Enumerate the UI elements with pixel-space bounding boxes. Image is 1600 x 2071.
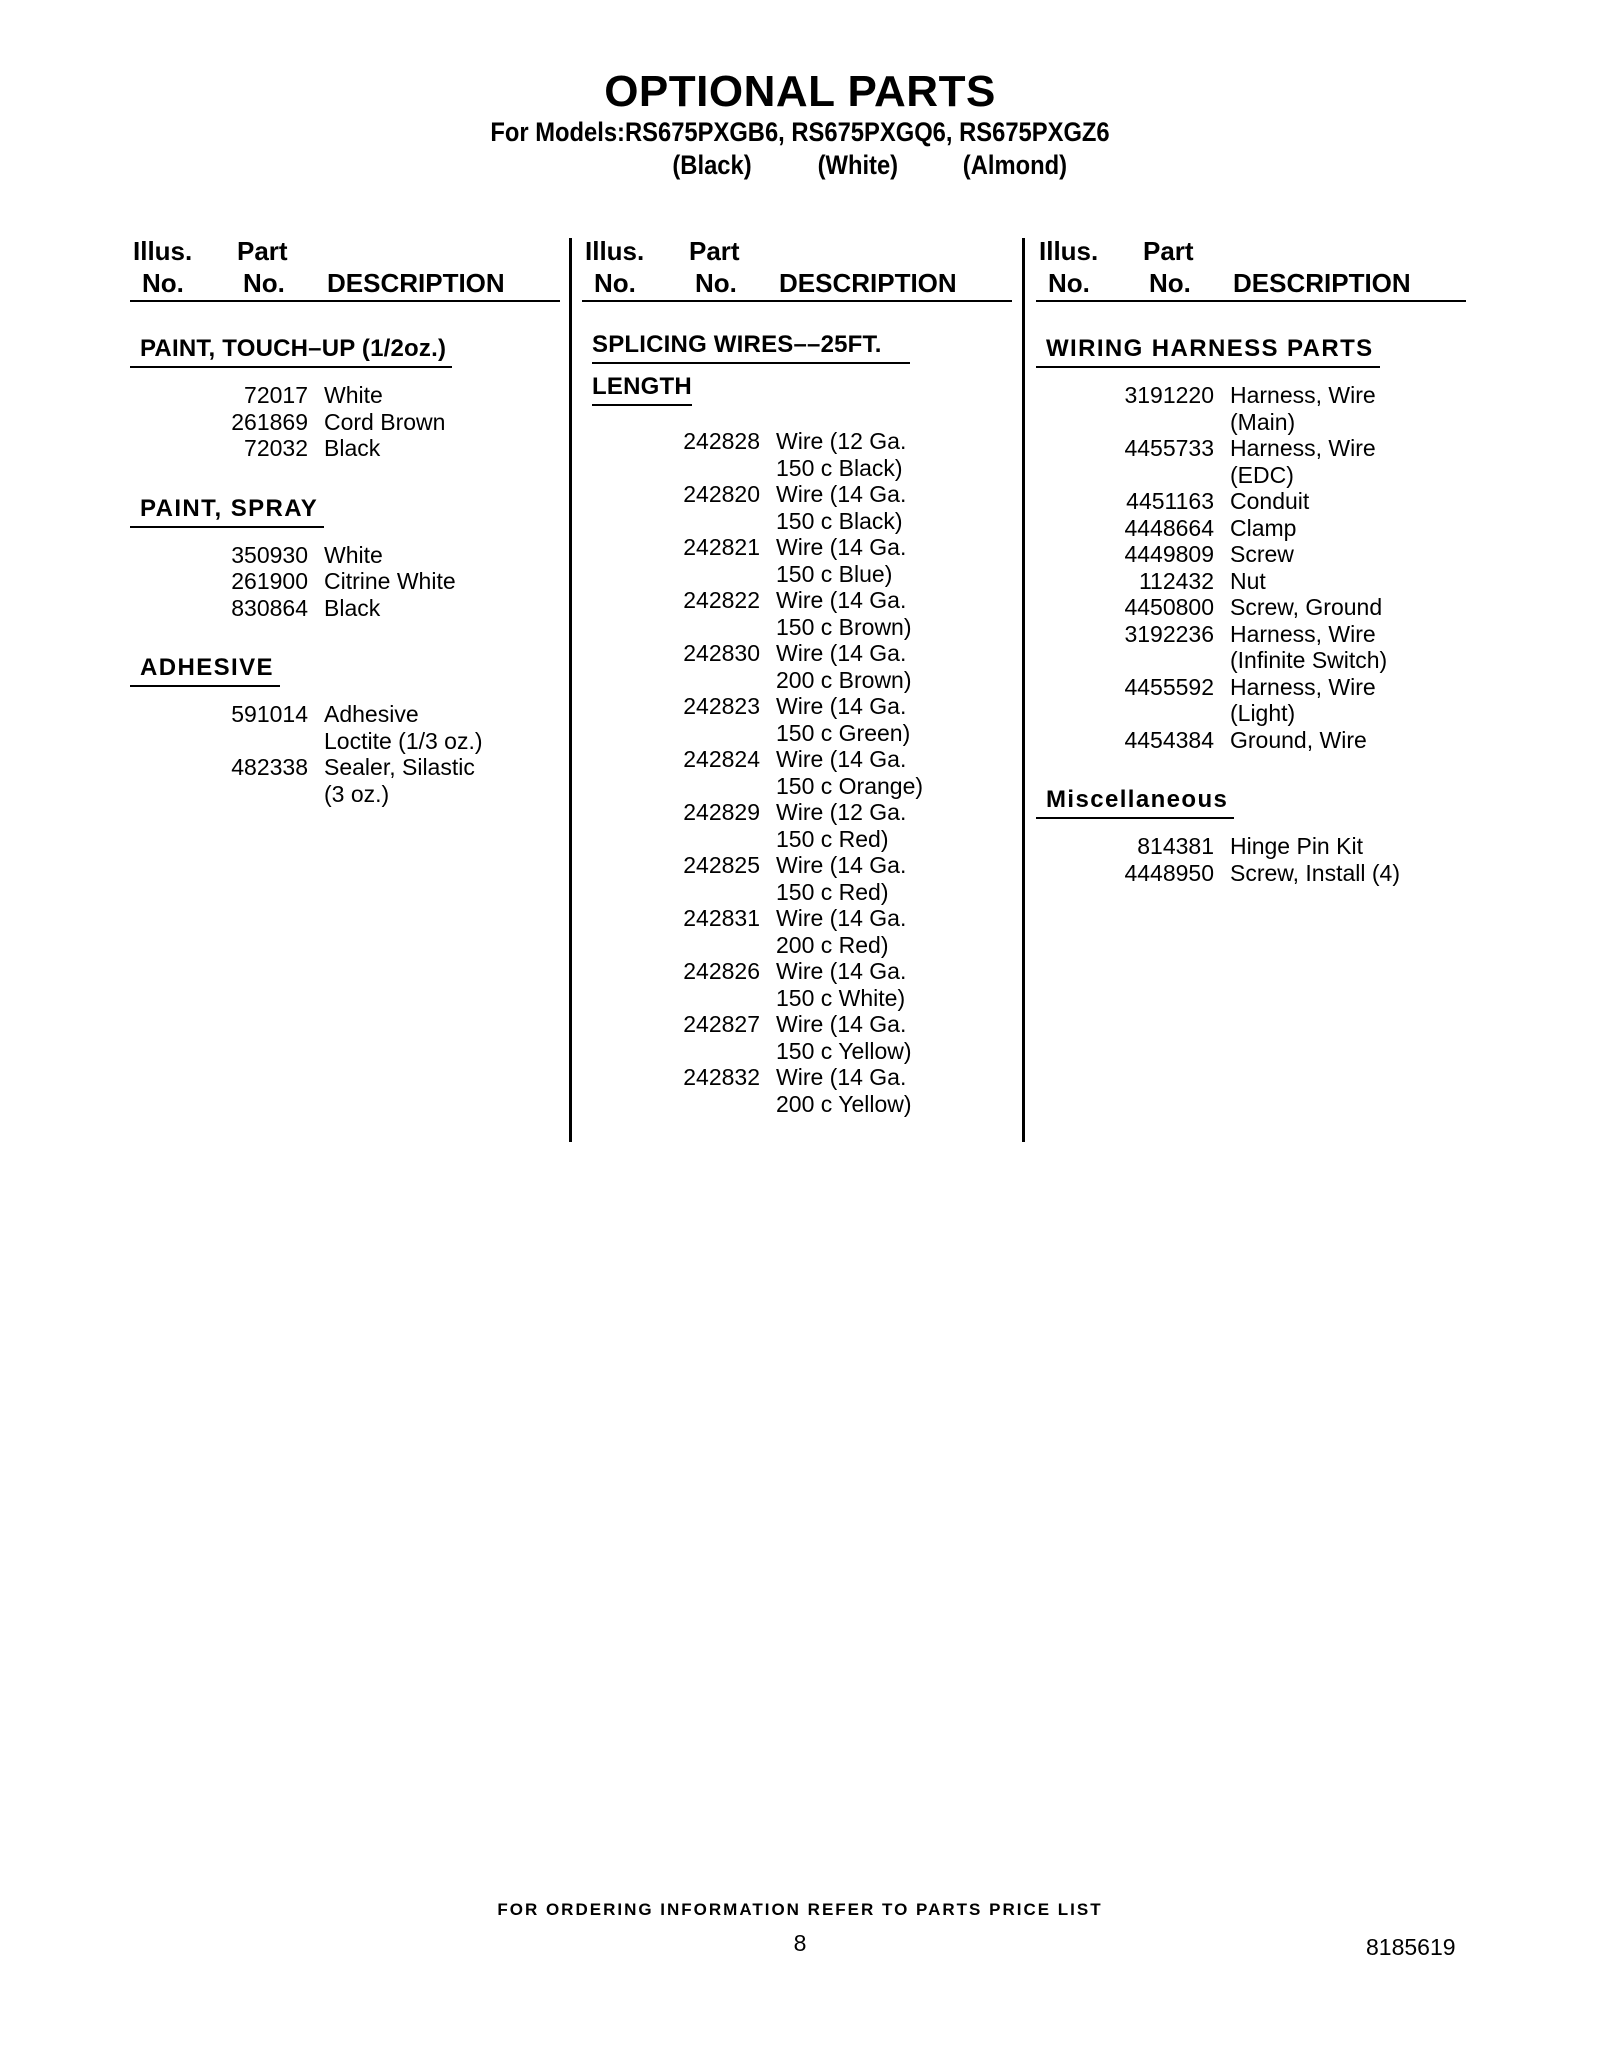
part-description: White: [324, 382, 383, 408]
list-item: [582, 693, 1012, 746]
column-header: [130, 236, 560, 302]
part-number: 242827: [683, 1011, 760, 1037]
section-title: PAINT, SPRAY: [130, 484, 324, 528]
part-number: 3192236: [1124, 620, 1214, 647]
part-description: White: [324, 541, 383, 568]
list-item: [130, 435, 560, 462]
part-description: Wire (14 Ga. 150 c Green): [776, 693, 911, 746]
part-description: Harness, Wire (Light): [1230, 673, 1376, 726]
part-description: Ground, Wire: [1230, 726, 1367, 753]
part-number: 72017: [244, 382, 308, 408]
list-item: [1036, 674, 1466, 727]
list-item: [1036, 382, 1466, 435]
section-miscellaneous: [1036, 775, 1466, 886]
part-description: Harness, Wire (Main): [1230, 382, 1376, 435]
column-header: [582, 236, 1012, 302]
part-number: 242822: [683, 587, 760, 613]
color-black: (Black): [672, 150, 752, 180]
part-description: Wire (14 Ga. 150 c Brown): [776, 587, 912, 640]
part-number: 242830: [683, 640, 760, 666]
header-description: DESCRIPTION: [779, 268, 957, 298]
header-part-no: No.: [243, 268, 285, 298]
part-number: 4449809: [1124, 541, 1214, 567]
list-item: [1036, 435, 1466, 488]
header-part: Part: [1143, 236, 1194, 266]
part-number: 112432: [1138, 567, 1214, 594]
part-description: Harness, Wire (EDC): [1230, 435, 1376, 488]
section-adhesive: [130, 643, 560, 807]
header-description: DESCRIPTION: [327, 268, 505, 298]
list-item: [582, 746, 1012, 799]
list-item: [582, 852, 1012, 905]
models-line: For Models:RS675PXGB6, RS675PXGQ6, RS675PXGZ6: [490, 117, 1110, 147]
part-number: 350930: [231, 541, 308, 568]
part-description: Wire (14 Ga. 150 c Red): [776, 852, 907, 905]
part-description: Hinge Pin Kit: [1230, 833, 1363, 859]
list-item: [582, 534, 1012, 587]
parts-column-1: [130, 236, 560, 807]
section-wiring-harness: [1036, 324, 1466, 753]
list-item: [582, 958, 1012, 1011]
list-item: [130, 568, 560, 595]
part-number: 591014: [231, 701, 308, 727]
part-description: Wire (14 Ga. 200 c Yellow): [776, 1064, 912, 1117]
page-number: 8: [793, 1930, 807, 1956]
section-title: [582, 320, 908, 416]
part-description: Screw: [1230, 541, 1294, 567]
parts-column-2: [582, 236, 1012, 1117]
list-item: [1036, 594, 1466, 621]
color-almond: (Almond): [962, 150, 1068, 180]
list-item: [582, 587, 1012, 640]
part-description: Wire (12 Ga. 150 c Black): [776, 428, 907, 481]
part-number: 242832: [683, 1064, 760, 1090]
model-colors: [96, 150, 1504, 184]
section-title: PAINT, TOUCH–UP (1/2oz.): [130, 324, 452, 368]
section-title-line: SPLICING WIRES––25FT.: [592, 330, 910, 364]
header-illus: Illus.: [1039, 236, 1099, 266]
part-description: Wire (14 Ga. 150 c White): [776, 958, 907, 1011]
header-illus: Illus.: [585, 236, 645, 266]
part-number: 242826: [683, 958, 760, 984]
list-item: [582, 1011, 1012, 1064]
part-number: 4451163: [1126, 488, 1214, 514]
part-description: Black: [324, 435, 381, 461]
part-description: Wire (14 Ga. 200 c Red): [776, 905, 907, 958]
part-number: 72032: [244, 435, 308, 461]
part-description: Nut: [1230, 567, 1266, 594]
header-description: DESCRIPTION: [1233, 268, 1411, 298]
part-number: 242829: [683, 799, 760, 825]
list-item: [130, 595, 560, 622]
header-part: Part: [237, 236, 288, 266]
part-description: Wire (14 Ga. 150 c Orange): [776, 746, 924, 799]
list-item: [582, 640, 1012, 693]
list-item: [130, 382, 560, 409]
list-item: [1036, 833, 1466, 860]
part-number: 242825: [683, 852, 760, 878]
column-divider: [1022, 238, 1025, 1142]
part-number: 4455592: [1124, 673, 1214, 700]
part-description: Black: [324, 594, 381, 621]
part-description: Wire (14 Ga. 150 c Yellow): [776, 1011, 912, 1064]
list-item: [1036, 621, 1466, 674]
ordering-info: FOR ORDERING INFORMATION REFER TO PARTS PRICE LIST: [497, 1900, 1103, 1919]
list-item: [130, 409, 560, 436]
part-number: 4448950: [1124, 859, 1214, 886]
header-illus-no: No.: [1048, 268, 1090, 298]
section-title-line: LENGTH: [592, 372, 692, 406]
header-illus: Illus.: [133, 236, 193, 266]
part-description: Screw, Install (4): [1230, 859, 1400, 886]
part-number: 261869: [231, 408, 308, 435]
header-illus-no: No.: [594, 268, 636, 298]
list-item: [582, 1064, 1012, 1117]
part-description: Wire (12 Ga. 150 c Red): [776, 799, 907, 852]
part-number: 4448664: [1124, 514, 1214, 541]
header-part-no: No.: [695, 268, 737, 298]
part-number: 830864: [231, 594, 308, 621]
section-title: Miscellaneous: [1036, 775, 1234, 819]
section-paint-touch-up: [130, 324, 560, 462]
list-item: [130, 701, 560, 754]
part-description: Cord Brown: [324, 408, 446, 435]
header-part: Part: [689, 236, 740, 266]
part-description: Sealer, Silastic (3 oz.): [324, 754, 475, 807]
part-description: Adhesive Loctite (1/3 oz.): [324, 701, 483, 754]
part-number: 242824: [683, 746, 760, 772]
list-item: [1036, 727, 1466, 754]
part-number: 242821: [683, 534, 760, 560]
part-description: Wire (14 Ga. 150 c Black): [776, 481, 907, 534]
list-item: [582, 481, 1012, 534]
part-description: Citrine White: [324, 568, 456, 594]
list-item: [582, 428, 1012, 481]
part-number: 3191220: [1124, 382, 1214, 408]
parts-column-3: [1036, 236, 1466, 886]
part-number: 242831: [683, 905, 760, 931]
part-description: Harness, Wire (Infinite Switch): [1230, 620, 1388, 673]
part-number: 482338: [231, 754, 308, 780]
list-item: [1036, 860, 1466, 887]
part-description: Wire (14 Ga. 150 c Blue): [776, 534, 907, 587]
part-number: 242820: [683, 481, 760, 507]
section-paint-spray: [130, 484, 560, 622]
list-item: [130, 542, 560, 569]
part-description: Conduit: [1230, 488, 1310, 514]
list-item: [130, 754, 560, 807]
header-part-no: No.: [1149, 268, 1191, 298]
part-number: 242823: [683, 693, 760, 719]
section-splicing-wires: [582, 320, 1012, 1117]
part-description: Screw, Ground: [1230, 594, 1383, 620]
list-item: [582, 905, 1012, 958]
part-description: Clamp: [1230, 514, 1297, 541]
column-divider: [569, 238, 572, 1142]
list-item: [1036, 488, 1466, 515]
list-item: [1036, 541, 1466, 568]
part-number: 814381: [1137, 833, 1214, 859]
part-number: 4450800: [1124, 594, 1214, 620]
part-number: 4454384: [1124, 726, 1214, 753]
part-number: 261900: [231, 568, 308, 594]
document-number: 8185619: [1366, 1934, 1456, 1960]
column-header: [1036, 236, 1466, 302]
part-description: Wire (14 Ga. 200 c Brown): [776, 640, 912, 693]
list-item: [1036, 568, 1466, 595]
header-illus-no: No.: [142, 268, 184, 298]
color-white: (White): [817, 150, 899, 180]
part-number: 242828: [683, 428, 760, 454]
section-title: WIRING HARNESS PARTS: [1036, 324, 1380, 368]
list-item: [582, 799, 1012, 852]
list-item: [1036, 515, 1466, 542]
part-number: 4455733: [1124, 435, 1214, 461]
section-title: ADHESIVE: [130, 643, 280, 687]
page-title: OPTIONAL PARTS: [604, 67, 996, 116]
